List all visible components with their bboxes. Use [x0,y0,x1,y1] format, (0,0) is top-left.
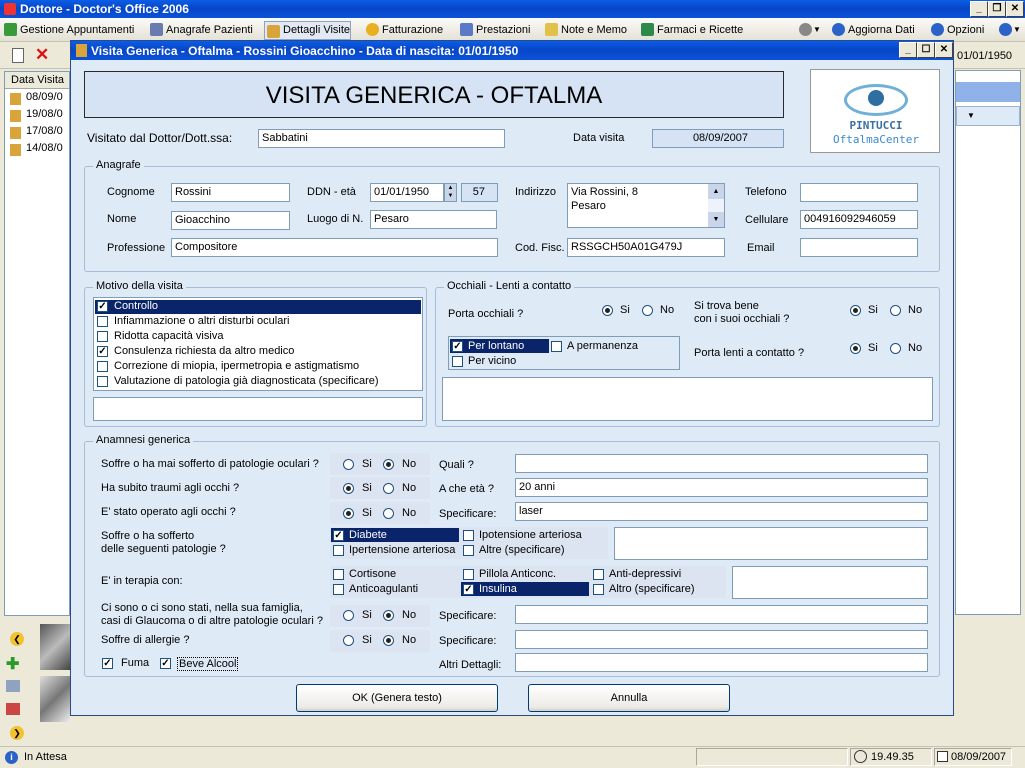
anagrafe-legend: Anagrafe [93,159,144,171]
q2-extra-label: A che età ? [439,483,495,495]
q3-no-label: No [402,507,417,519]
help-icon [999,23,1012,36]
toolbar-label: Prestazioni [476,24,531,36]
diabete-label: Diabete [349,529,387,541]
toolbar-farmaci-ricette[interactable] [639,20,743,40]
q1-label: Soffre o ha mai sofferto di patologie oculari ? [101,458,319,470]
toolbar-fatturazione[interactable] [364,20,443,40]
forward-arrow-icon[interactable]: ❯ [10,726,24,740]
q6-label-1: Ci sono o ci sono stati, nella sua famiglia, [101,602,303,614]
q2-si-radio[interactable] [343,483,354,494]
cortisone-checkbox[interactable] [333,569,344,580]
motivo-label-5: Valutazione di patologia già diagnosticata (specificare) [114,375,379,387]
image-thumbnail[interactable] [40,676,70,722]
a-permanenza-checkbox[interactable] [551,341,562,352]
app-icon [4,3,16,15]
cognome-field[interactable]: Rossini [171,183,290,202]
clock-icon [854,750,867,763]
porta-lenti-label: Porta lenti a contatto ? [694,347,805,359]
clinic-logo [810,69,940,153]
options-icon [931,23,944,36]
restore-button[interactable]: ❐ [988,1,1006,17]
status-time-label: 19.49.35 [871,751,914,763]
scroll-up-button[interactable]: ▲ [708,184,724,199]
diabete-checkbox[interactable]: ✓ [334,530,343,541]
motivo-label-1: Infiammazione o altri disturbi oculari [114,315,290,327]
beve-label: Beve Alcool [179,658,237,670]
note-icon [545,23,558,36]
calendar-icon [937,751,948,762]
eta-field: 57 [461,183,498,202]
status-date-label: 08/09/2007 [951,751,1007,763]
q1-si-label: Si [362,458,372,470]
q3-label: E' stato operato agli occhi ? [101,506,236,518]
toolbar-label: Note e Memo [561,24,628,36]
porta-lenti-no-label: No [908,342,923,354]
trova-bene-label-2: con i suoi occhiali ? [694,313,790,325]
q6-si-label: Si [362,609,372,621]
dialog-minimize-button[interactable]: _ [899,42,917,58]
q6-label-2: casi di Glaucoma o di altre patologie oculari ? [101,615,323,627]
app-title: Dottore - Doctor's Office 2006 [20,2,189,16]
chevron-down-icon: ▼ [1013,25,1021,34]
list-item-label: 14/08/0 [26,142,63,154]
altri-dettagli-label: Altri Dettagli: [439,659,502,671]
altri-dettagli-field[interactable] [515,653,928,672]
per-vicino-checkbox[interactable] [452,356,463,367]
ipertensione-checkbox[interactable] [333,545,344,556]
luogo-field[interactable]: Pesaro [370,210,497,229]
professione-field[interactable]: Compositore [171,238,498,257]
motivo-label-3: Consulenza richiesta da altro medico [114,345,295,357]
occhiali-legend: Occhiali - Lenti a contatto [444,280,574,292]
a-permanenza-label: A permanenza [567,340,638,352]
insulina-label: Insulina [479,583,517,595]
cognome-label: Cognome [107,186,155,198]
toolbar-label: Fatturazione [382,24,444,36]
scan-icon[interactable] [6,680,20,692]
q7-si-label: Si [362,634,372,646]
toolbar-note-memo[interactable] [543,20,627,40]
q7-extra-field[interactable] [515,630,928,649]
clipboard-icon [267,25,280,38]
cancel-button[interactable]: Annulla [528,684,730,712]
toolbar-prestazioni[interactable] [458,20,530,40]
scrollbar[interactable] [708,184,724,227]
professione-label: Professione [107,242,166,254]
q6-extra-field[interactable] [515,605,928,624]
nome-field[interactable]: Gioacchino [171,211,290,230]
refresh-icon [832,23,845,36]
per-lontano-checkbox[interactable]: ✓ [453,341,462,352]
dialog-maximize-button[interactable]: ☐ [917,42,935,58]
q3-extra-label: Specificare: [439,508,497,520]
cortisone-label: Cortisone [349,568,397,580]
toolbar-anagrafe-pazienti[interactable] [148,20,253,40]
ipertensione-label: Ipertensione arteriosa [349,544,456,556]
altro-terapia-checkbox[interactable] [593,584,604,595]
anamnesi-legend: Anamnesi generica [93,434,193,446]
q5-label: E' in terapia con: [101,575,183,587]
ddn-field[interactable]: 01/01/1950 [370,183,444,202]
altre-patologie-label: Altre (specificare) [479,544,565,556]
visit-date-field[interactable]: 08/09/2007 [652,129,784,148]
clipboard-icon [10,144,21,156]
q3-si-radio[interactable] [343,508,354,519]
ipotensione-checkbox[interactable] [463,530,474,541]
q4-label-2: delle seguenti patologie ? [101,543,226,555]
trova-bene-no-radio[interactable] [890,305,901,316]
q7-label: Soffre di allergie ? [101,634,190,646]
back-arrow-icon[interactable]: ❮ [10,632,24,646]
motivo-label-4: Correzione di miopia, ipermetropia e astigmatismo [114,360,360,372]
porta-lenti-no-radio[interactable] [890,343,901,354]
q3-si-label: Si [362,507,372,519]
clipboard-icon [10,93,21,105]
logo-line2: OftalmaCenter [832,133,920,146]
image-thumbnail[interactable] [40,624,70,670]
cellulare-field[interactable]: 004916092946059 [800,210,918,229]
altre-patologie-checkbox[interactable] [463,545,474,556]
indirizzo-line-1: Via Rossini, 8 [571,186,639,198]
indirizzo-textarea[interactable] [567,183,725,228]
dialog-title-bar[interactable] [71,41,953,60]
porta-occhiali-si-radio[interactable] [602,305,613,316]
status-cell-empty [696,748,848,766]
q1-no-label: No [402,458,417,470]
q7-no-radio[interactable] [383,635,394,646]
add-icon[interactable]: ✚ [6,656,20,673]
cellulare-label: Cellulare [745,214,789,226]
terapie-notes-field[interactable] [732,566,928,599]
motivo-legend: Motivo della visita [93,280,186,292]
clipboard-icon [10,127,21,139]
chevron-down-icon: ▼ [967,111,975,120]
q2-label: Ha subito traumi agli occhi ? [101,482,240,494]
scroll-down-button[interactable]: ▼ [708,212,724,227]
codfisc-field[interactable]: RSSGCH50A01G479J [567,238,725,257]
trova-bene-si-label: Si [868,304,878,316]
ddn-spinner[interactable]: ▲ ▼ [444,183,457,202]
per-vicino-label: Per vicino [468,355,517,367]
new-document-icon[interactable] [12,48,24,63]
list-icon [460,23,473,36]
list-item-label: 17/08/0 [26,125,63,137]
toolbar-aggiorna-dati[interactable] [830,20,915,40]
porta-occhiali-label: Porta occhiali ? [448,308,524,320]
codfisc-label: Cod. Fisc. [515,242,565,254]
motivo-checkbox-2[interactable] [97,331,108,342]
per-lontano-label: Per lontano [468,340,525,352]
toolbar-label: Opzioni [947,24,985,36]
q6-no-label: No [402,609,417,621]
q6-no-radio[interactable] [383,610,394,621]
calendar-icon [4,23,17,36]
trova-bene-si-radio[interactable] [850,305,861,316]
patients-icon [150,23,163,36]
list-item-label: 08/09/0 [26,91,63,103]
toolbar-label: Gestione Appuntamenti [20,24,135,36]
q1-no-radio[interactable] [383,459,394,470]
pillola-label: Pillola Anticonc. [479,568,557,580]
toolbar-gestione-appuntamenti[interactable] [2,20,134,40]
doctor-field[interactable]: Sabbatini [258,129,505,148]
antidepressivi-checkbox[interactable] [593,569,604,580]
indirizzo-label: Indirizzo [515,186,556,198]
toolbar-opzioni[interactable] [929,20,984,40]
q1-si-radio[interactable] [343,459,354,470]
q4-label-1: Soffre o ha sofferto [101,530,195,542]
porta-occhiali-no-radio[interactable] [642,305,653,316]
list-item-label: 19/08/0 [26,108,63,120]
q2-no-label: No [402,482,417,494]
pillola-checkbox[interactable] [463,569,474,580]
motivo-notes-field[interactable] [93,397,423,421]
visit-date-label: Data visita [573,132,625,144]
fuma-label: Fuma [121,657,150,669]
toolbar-label: Aggiorna Dati [848,24,915,36]
clipboard-icon [76,44,87,57]
motivo-checkbox-3[interactable]: ✓ [98,346,107,357]
ipotensione-label: Ipotensione arteriosa [479,529,582,541]
motivo-label-2: Ridotta capacità visiva [114,330,224,342]
q3-no-radio[interactable] [383,508,394,519]
porta-lenti-si-radio[interactable] [850,343,861,354]
clipboard-icon [10,110,21,122]
dialog-heading: VISITA GENERICA - OFTALMA [265,82,603,109]
dialog-title: Visita Generica - Oftalma - Rossini Gioacchino - Data di nascita: 01/01/1950 [91,44,519,58]
q1-extra-field[interactable] [515,454,928,473]
anticoagulanti-checkbox[interactable] [333,584,344,595]
beve-checkbox[interactable]: ✓ [161,658,170,669]
q6-extra-label: Specificare: [439,610,497,622]
q6-si-radio[interactable] [343,610,354,621]
q7-si-radio[interactable] [343,635,354,646]
help-dropdown[interactable] [997,20,1023,40]
trova-bene-no-label: No [908,304,923,316]
info-icon: i [5,751,18,764]
right-background-panel [955,70,1021,615]
motivo-checkbox-5[interactable] [97,376,108,387]
dialog-close-button[interactable]: ✕ [935,42,953,58]
chevron-down-icon: ▼ [813,25,821,34]
motivo-checkbox-4[interactable] [97,361,108,372]
print-icon[interactable] [6,703,20,715]
q2-si-label: Si [362,482,372,494]
ddn-label: DDN - età [307,186,356,198]
nome-label: Nome [107,213,137,225]
minimize-button[interactable]: _ [970,1,988,17]
fuma-checkbox[interactable]: ✓ [103,658,112,669]
anticoagulanti-label: Anticoagulanti [349,583,419,595]
altro-terapia-label: Altro (specificare) [609,583,695,595]
trova-bene-label-1: Si trova bene [694,300,759,312]
close-button[interactable]: ✕ [1006,1,1024,17]
toolbar-dettagli-visite[interactable] [264,21,351,40]
coin-icon [366,23,379,36]
toolbar-label: Farmaci e Ricette [657,24,744,36]
telefono-label: Telefono [745,186,787,198]
logo-line1: PINTUCCI [849,119,903,132]
occhiali-notes-field[interactable] [442,377,933,421]
status-date [934,748,1012,766]
motivo-checkbox-1[interactable] [97,316,108,327]
right-blue-header [956,82,1020,102]
toolbar-label: Anagrafe Pazienti [166,24,253,36]
q2-no-radio[interactable] [383,483,394,494]
porta-occhiali-no-label: No [660,304,675,316]
luogo-label: Luogo di N. [307,213,364,225]
insulina-checkbox[interactable]: ✓ [464,584,473,595]
bg-date-field: 01/01/1950 [957,50,1013,62]
pill-icon [641,23,654,36]
antidepressivi-label: Anti-depressivi [609,568,682,580]
porta-lenti-si-label: Si [868,342,878,354]
q2-extra-field[interactable]: 20 anni [515,478,928,497]
app-title-bar[interactable] [0,0,1025,18]
q3-extra-field[interactable]: laser [515,502,928,521]
motivo-checkbox-0[interactable]: ✓ [98,301,107,312]
doctor-label: Visitato dal Dottor/Dott.ssa: [87,131,233,145]
q1-extra-label: Quali ? [439,459,474,471]
telefono-field[interactable] [800,183,918,202]
logo-pupil [868,90,884,106]
toolbar-label: Dettagli Visite [283,24,351,36]
delete-icon[interactable]: ✕ [35,45,50,64]
motivo-label-0: Controllo [114,300,159,312]
q7-no-label: No [402,634,417,646]
porta-occhiali-si-label: Si [620,304,630,316]
right-dropdown[interactable] [956,106,1020,126]
list-header[interactable]: Data Visita [5,72,69,89]
status-text: In Attesa [24,751,67,763]
patologie-notes-field[interactable] [614,527,928,560]
email-field[interactable] [800,238,918,257]
status-time [850,748,932,766]
ok-button[interactable]: OK (Genera testo) [296,684,498,712]
q7-extra-label: Specificare: [439,635,497,647]
gear-icon [799,23,812,36]
toolbar-settings-dropdown[interactable] [797,20,823,40]
email-label: Email [747,242,775,254]
indirizzo-line-2: Pesaro [571,200,606,212]
